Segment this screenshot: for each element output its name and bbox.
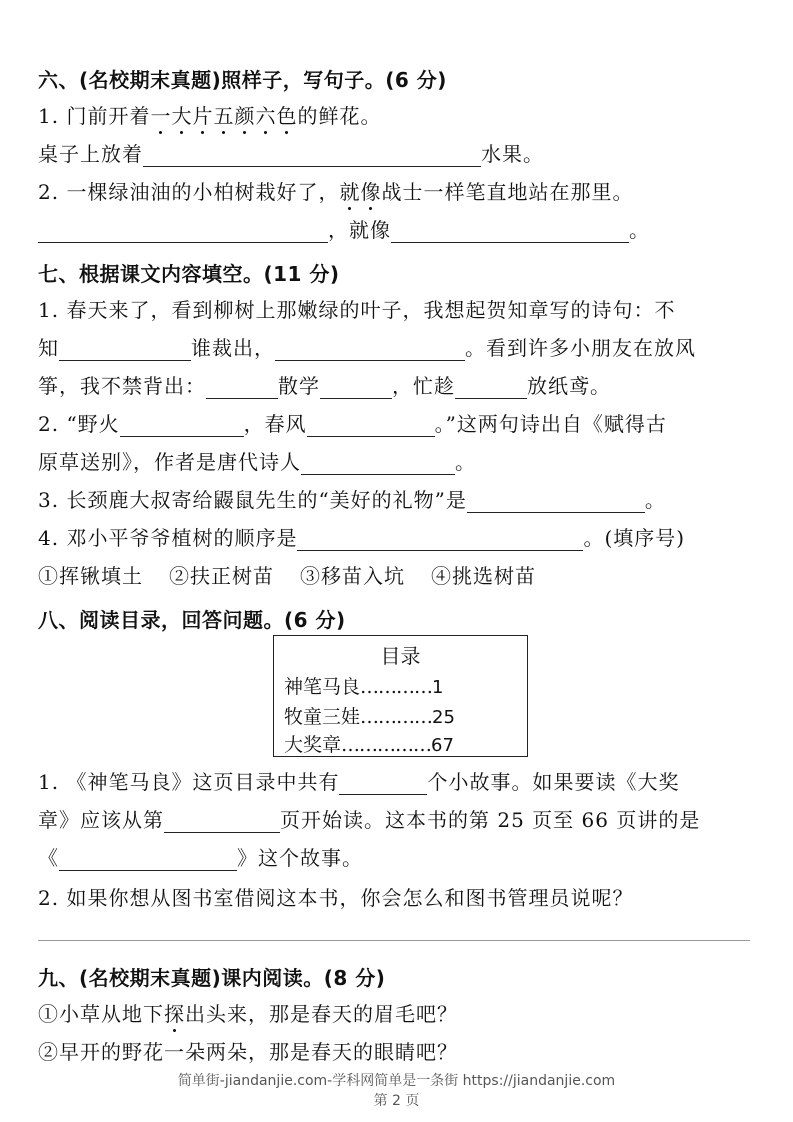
answer-blank[interactable]: [307, 414, 435, 437]
text: 桌子上放着: [38, 142, 143, 166]
text: 。”这两句诗出自《赋得古: [434, 412, 667, 436]
option-item: ②扶正树苗: [169, 564, 274, 588]
toc-page: 25: [432, 707, 455, 728]
text: 4. 邓小平爷爷植树的顺序是: [38, 526, 298, 550]
sec8-q1-line1: [38, 766, 679, 795]
toc-row: [284, 730, 454, 757]
sec6-q1-line2: [38, 138, 544, 167]
answer-blank[interactable]: [59, 848, 237, 871]
text: 水果。: [481, 142, 544, 166]
section-9-title: 九、(名校期末真题)课内阅读。(8 分): [38, 966, 386, 990]
dotted-char: 探: [164, 1002, 185, 1026]
table-of-contents-box: [273, 635, 528, 757]
sec8-q1-line2: [38, 804, 700, 833]
text: 谁裁出，: [191, 336, 275, 360]
answer-blank[interactable]: [206, 376, 278, 399]
answer-blank[interactable]: [120, 414, 244, 437]
text: ①小草从地下: [38, 1002, 164, 1026]
footer: [0, 1070, 793, 1110]
toc-leader: ……………: [341, 734, 432, 756]
text: 。: [629, 218, 650, 242]
option-item: ④挑选树苗: [431, 564, 536, 588]
sec7-line5: [38, 446, 476, 475]
answer-blank[interactable]: [38, 220, 328, 243]
toc-leader: …………: [360, 706, 433, 728]
page-number: 第 2 页: [373, 1093, 420, 1109]
dotted-char: 色: [276, 104, 298, 128]
dotted-char: 颜: [234, 104, 256, 128]
sec8-q2: 2. 如果你想从图书室借阅这本书，你会怎么和图书管理员说呢？: [38, 886, 634, 910]
toc-story-name: 大奖章: [284, 734, 342, 756]
sec7-options: [38, 560, 536, 589]
text: 2. 一棵绿油油的小柏树栽好了，: [38, 180, 340, 204]
text: 战士一样笔直地站在那里。: [381, 180, 634, 204]
option-item: ③移苗入坑: [300, 564, 405, 588]
text: 。(填序号): [583, 526, 686, 550]
text: 章》应该从第: [38, 808, 164, 832]
sec7-line3: [38, 370, 611, 399]
text: 页开始读。这本书的第 25 页至 66 页讲的是: [280, 808, 701, 832]
text: ，就像: [328, 218, 391, 242]
answer-area-divider: [38, 940, 750, 941]
text: 。: [455, 450, 476, 474]
dotted-char: 像: [360, 180, 382, 204]
answer-blank[interactable]: [455, 376, 527, 399]
sec6-q2-line1: [38, 176, 633, 205]
dotted-char: 片: [192, 104, 214, 128]
toc-story-name: 牧童三娃: [284, 706, 361, 728]
text: 筝，我不禁背出：: [38, 374, 206, 398]
text: 出头来，那是春天的眉毛吧？: [185, 1002, 458, 1026]
answer-blank[interactable]: [297, 528, 583, 551]
toc-row: [284, 672, 443, 699]
sec6-q2-line2: [38, 214, 650, 243]
sec8-q1-line3: [38, 842, 363, 871]
toc-page: 1: [432, 677, 444, 698]
toc-leader: …………: [360, 676, 433, 698]
text: 知: [38, 336, 59, 360]
text: 。: [644, 488, 666, 512]
sec7-line1: 1. 春天来了，看到柳树上那嫩绿的叶子，我想起贺知章写的诗句：不: [38, 298, 676, 322]
text: 1. 《神笔马良》这页目录中共有: [38, 770, 340, 794]
text: 《: [38, 846, 59, 870]
text: ，忙趁: [392, 374, 455, 398]
answer-blank[interactable]: [320, 376, 392, 399]
text: 1. 门前开着: [38, 104, 151, 128]
section-6-title: 六、(名校期末真题)照样子，写句子。(6 分): [38, 68, 447, 92]
dotted-char: 大: [171, 104, 193, 128]
answer-blank[interactable]: [467, 490, 645, 513]
toc-page: 67: [431, 735, 454, 756]
toc-story-name: 神笔马良: [284, 676, 361, 698]
text: ，春风: [243, 412, 307, 436]
sec7-line7: [38, 522, 685, 551]
text: 2. “野火: [38, 412, 120, 436]
option-item: ①挥锹填土: [38, 564, 143, 588]
sec9-line1: [38, 998, 458, 1027]
section-7-title: 七、根据课文内容填空。(11 分): [38, 262, 340, 286]
text: 的鲜花。: [297, 104, 382, 128]
sec6-q1-line1: [38, 100, 381, 129]
dotted-char: 一: [150, 104, 172, 128]
answer-blank[interactable]: [164, 810, 280, 833]
text: 原草送别》，作者是唐代诗人: [38, 450, 301, 474]
answer-blank[interactable]: [339, 772, 427, 795]
sec7-line4: [38, 408, 667, 437]
answer-blank[interactable]: [391, 220, 629, 243]
dotted-char: 五: [213, 104, 235, 128]
sec9-line2: ②早开的野花一朵两朵，那是春天的眼睛吧？: [38, 1040, 458, 1064]
answer-blank[interactable]: [301, 452, 455, 475]
toc-title: 目录: [380, 644, 421, 668]
text: 。看到许多小朋友在放风: [465, 336, 696, 360]
answer-blank[interactable]: [59, 338, 191, 361]
text: 放纸鸢。: [527, 374, 611, 398]
text: 》这个故事。: [237, 846, 363, 870]
answer-blank[interactable]: [275, 338, 465, 361]
section-8-title: 八、阅读目录，回答问题。(6 分): [38, 608, 346, 632]
sec7-line6: [38, 484, 666, 513]
toc-row: [284, 702, 455, 729]
dotted-char: 就: [339, 180, 361, 204]
sec7-line2: [38, 332, 696, 361]
dotted-char: 六: [255, 104, 277, 128]
watermark-text: 简单街-jiandanjie.com-学科网简单是一条街 https://jiandanjie.com: [177, 1073, 616, 1089]
text: 散学: [278, 374, 320, 398]
text: 3. 长颈鹿大叔寄给鼹鼠先生的“美好的礼物”是: [38, 488, 467, 512]
answer-blank[interactable]: [143, 144, 481, 167]
text: 个小故事。如果要读《大奖: [427, 770, 680, 794]
